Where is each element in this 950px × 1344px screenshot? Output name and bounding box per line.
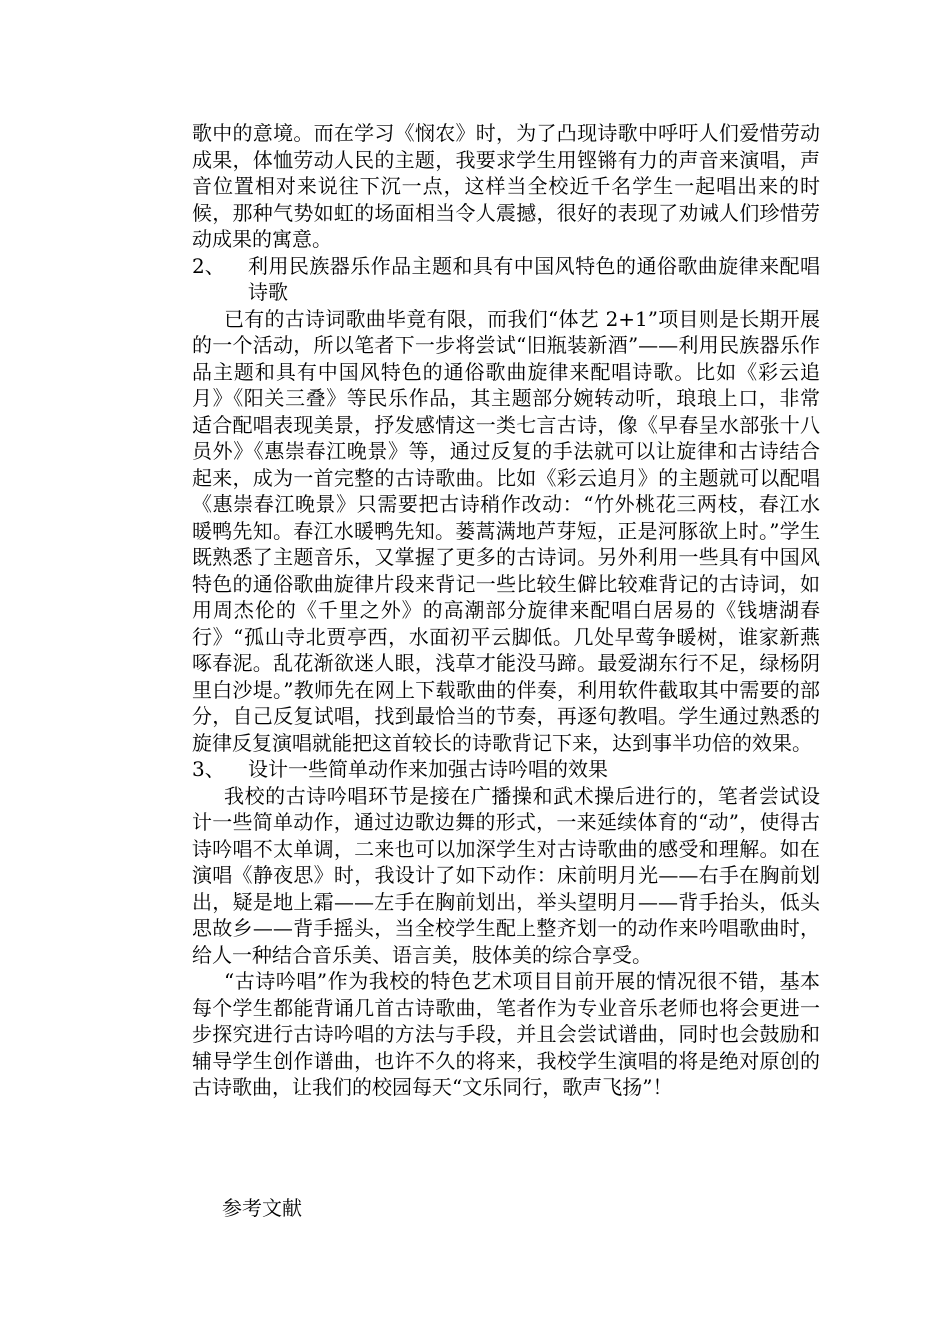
paragraph-4: “古诗吟唱”作为我校的特色艺术项目目前开展的情况很不错，基本每个学生都能背诵几首古诗歌曲，笔者作为专业音乐老师也将会更进一步探究进行古诗吟唱的方法与手段，并且会尝试谱曲，同时也会鼓励和辅导学生创作谱曲，也许不久的将来，我校学生演唱的将是绝对原创的古诗歌曲，让我们的校园每天“文乐同行，歌声飞扬”！ [192,969,820,1099]
section-heading-2 [192,253,820,306]
section-title: 利用民族器乐作品主题和具有中国风特色的通俗歌曲旋律来配唱诗歌 [248,253,820,304]
paragraph-3: 我校的古诗吟唱环节是接在广播操和武术操后进行的，笔者尝试设计一些简单动作，通过边歌边舞的形式，一来延续体育的“动”，使得古诗吟唱不太单调，二来也可以加深学生对古诗歌曲的感受和理解。如在演唱《静夜思》时，我设计了如下动作：床前明月光——右手在胸前划出，疑是地上霜——左手在胸前划出，举头望明月——背手抬头，低头思故乡——背手摇头，当全校学生配上整齐划一的动作来吟唱歌曲时，给人一种结合音乐美、语言美，肢体美的综合享受。 [192,783,820,967]
document-body [192,120,820,1101]
references-title: 参考文献 [222,1196,302,1220]
section-number: 2、 [192,253,225,278]
section-number: 3、 [192,757,225,781]
section-title: 设计一些简单动作来加强古诗吟唱的效果 [248,757,608,781]
paragraph-2: 已有的古诗词歌曲毕竟有限，而我们“体艺 2+1”项目则是长期开展的一个活动，所以笔者下一步将尝试“旧瓶装新酒”——利用民族器乐作品主题和具有中国风特色的通俗歌曲旋律来配唱诗歌。比如《彩云追月》《阳关三叠》等民乐作品，其主题部分婉转动听，琅琅上口，非常适合配唱表现美景，抒发感情这一类七言古诗，像《早春呈水部张十八员外》《惠崇春江晚景》等，通过反复的手法就可以让旋律和古诗结合起来，成为一首完整的古诗歌曲。比如《彩云追月》的主题就可以配唱《惠崇春江晚景》只需要把古诗稍作改动：“竹外桃花三两枝，春江水暖鸭先知。春江水暖鸭先知。蒌蒿满地芦芽短，正是河豚欲上时。”学生既熟悉了主题音乐，又掌握了更多的古诗词。另外利用一些具有中国风特色的通俗歌曲旋律片段来背记一些比较生僻比较难背记的古诗词，如用周杰伦的《千里之外》的高潮部分旋律来配唱白居易的《钱塘湖春行》“孤山寺北贾亭西，水面初平云脚低。几处早莺争暖树，谁家新燕啄春泥。乱花渐欲迷人眼，浅草才能没马蹄。最爱湖东行不足，绿杨阴里白沙堤。”教师先在网上下载歌曲的伴奏，利用软件截取其中需要的部分，自己反复试唱，找到最恰当的节奏，再逐句教唱。学生通过熟悉的旋律反复演唱就能把这首较长的诗歌背记下来，达到事半功倍的效果。 [192,306,820,755]
section-heading-3 [192,756,820,783]
paragraph-1: 歌中的意境。而在学习《悯农》时，为了凸现诗歌中呼吁人们爱惜劳动成果，体恤劳动人民的主题，我要求学生用铿锵有力的声音来演唱，声音位置相对来说往下沉一点，这样当全校近千名学生一起唱出来的时候，那种气势如虹的场面相当令人震撼，很好的表现了劝诫人们珍惜劳动成果的寓意。 [192,121,820,251]
